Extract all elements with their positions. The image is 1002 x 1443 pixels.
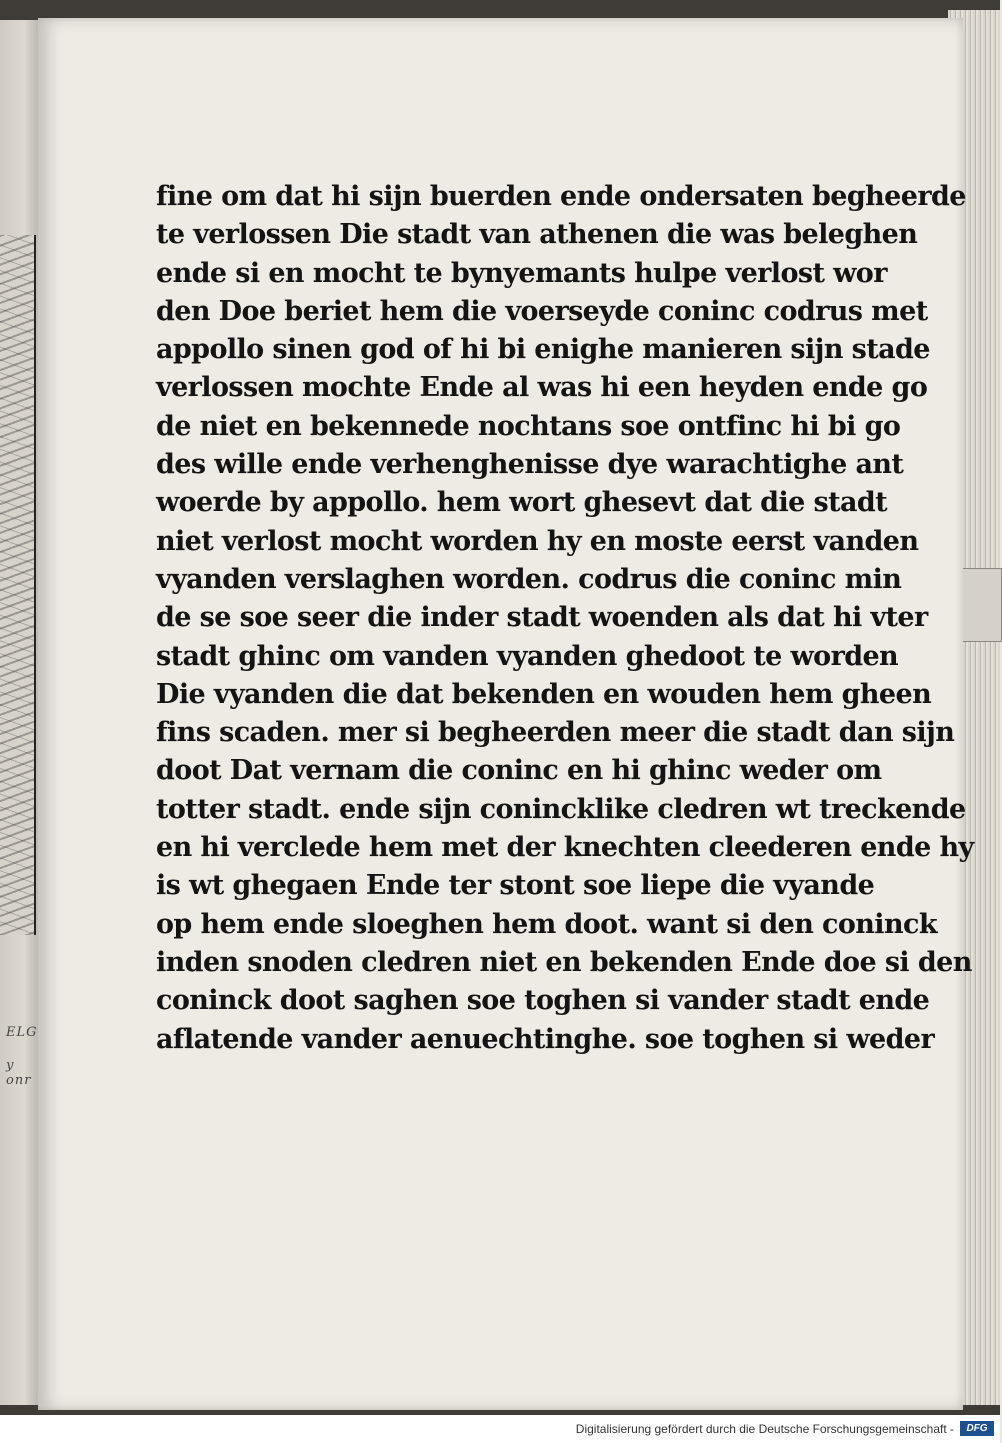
left-page-fragment: y onr xyxy=(6,1058,32,1088)
text-line: is wt ghegaen Ende ter stont soe liepe die vyande xyxy=(156,870,875,902)
text-line: en hi verclede hem met der knechten cleederen ende hy xyxy=(156,832,974,864)
text-line: fine om dat hi sijn buerden ende ondersaten begheerde xyxy=(156,181,966,212)
woodcut-illustration xyxy=(0,235,36,935)
text-line: inden snoden cledren niet en bekenden Ende doe si den xyxy=(156,946,972,978)
text-line: ende si en mocht te bynyemants hulpe verlost wor xyxy=(156,257,887,289)
text-line: coninck doot saghen soe toghen si vander stadt ende xyxy=(156,985,930,1017)
text-line: te verlossen Die stadt van athenen die was beleghen xyxy=(156,219,918,251)
dfg-logo: DFG xyxy=(960,1421,994,1436)
text-line: den Doe beriet hem die voerseyde coninc codrus met xyxy=(156,295,928,327)
text-line: vyanden verslaghen worden. codrus die coninc min xyxy=(156,563,902,595)
text-line: aflatende vander aenuechtinghe. soe toghen si weder xyxy=(156,1023,935,1055)
left-page-fragment: ELG xyxy=(6,1025,38,1040)
text-line: op hem ende sloeghen hem doot. want si den coninck xyxy=(156,908,937,940)
text-line: woerde by appollo. hem wort ghesevt dat die stadt xyxy=(156,487,888,519)
text-line: Die vyanden die dat bekenden en wouden hem gheen xyxy=(156,678,932,710)
book-page xyxy=(38,18,974,1410)
text-line: niet verlost mocht worden hy en moste eerst vanden xyxy=(156,525,919,557)
text-line: fins scaden. mer si begheerden meer die stadt dan sijn xyxy=(156,717,955,749)
text-line: de niet en bekennede nochtans soe ontfinc hi bi go xyxy=(156,410,901,442)
text-line: verlossen mochte Ende al was hi een heyden ende go xyxy=(156,372,928,404)
text-line: stadt ghinc om vanden vyanden ghedoot te worden xyxy=(156,640,899,672)
text-line: des wille ende verhenghenisse dye warachtighe ant xyxy=(156,449,904,481)
text-line: de se soe seer die inder stadt woenden als dat hi vter xyxy=(156,602,928,634)
blackletter-text-block xyxy=(156,178,974,1059)
text-line: doot Dat vernam die coninc en hi ghinc weder om xyxy=(156,755,882,787)
footer-bar xyxy=(0,1415,1000,1443)
footer-credit: Digitalisierung gefördert durch die Deutsche Forschungsgemeinschaft - xyxy=(575,1422,954,1436)
text-line: appollo sinen god of hi bi enighe manieren sijn stade xyxy=(156,334,930,366)
left-page-edge xyxy=(0,20,40,1405)
text-line: totter stadt. ende sijn conincklike cledren wt treckende xyxy=(156,793,966,825)
